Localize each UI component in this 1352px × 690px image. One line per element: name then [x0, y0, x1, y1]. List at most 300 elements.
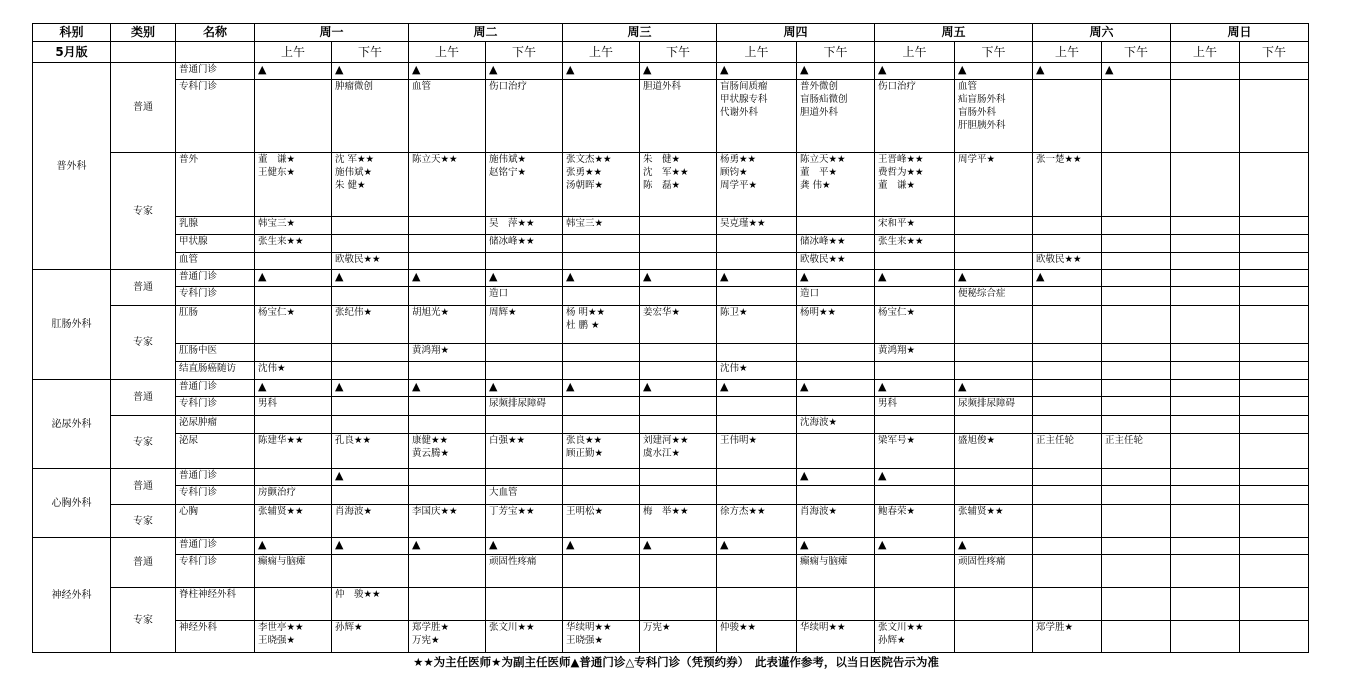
session-cell: [1033, 416, 1102, 434]
session-cell: [797, 397, 875, 416]
session-cell: [1102, 469, 1171, 486]
session-cell: [1240, 469, 1309, 486]
session-cell: 沈伟★: [255, 362, 332, 380]
schedule-row: [33, 287, 1309, 306]
session-cell: [1240, 621, 1309, 653]
session-cell: [255, 621, 332, 653]
day-header: 周四: [717, 24, 875, 42]
session-cell: [1033, 380, 1102, 397]
category-cell: 专家: [111, 153, 176, 270]
session-cell: [1240, 538, 1309, 555]
session-cell: 徐方杰★★: [717, 505, 797, 538]
session-cell: [1102, 538, 1171, 555]
session-cell: 吴克瑾★★: [717, 217, 797, 235]
am-header: 上午: [255, 42, 332, 63]
session-cell: 伤口治疗: [486, 80, 563, 153]
dept-header: 科别: [33, 24, 111, 42]
session-cell: [486, 253, 563, 270]
doctor-line: 胆道外科: [800, 107, 839, 118]
session-cell: [486, 588, 563, 621]
session-cell: [409, 621, 486, 653]
session-cell: [1102, 555, 1171, 588]
clinic-name-cell: 肛肠: [176, 306, 255, 344]
session-cell: [332, 362, 409, 380]
session-cell: [1171, 287, 1240, 306]
session-cell: 周学平★: [955, 153, 1033, 217]
department-cell: 泌尿外科: [33, 380, 111, 469]
session-cell: [1033, 555, 1102, 588]
session-cell: 丁芳宝★★: [486, 505, 563, 538]
session-cell: [717, 344, 797, 362]
session-cell: ▲: [563, 380, 640, 397]
category-cell: 普通: [111, 63, 176, 153]
clinic-name-cell: 脊柱神经外科: [176, 588, 255, 621]
day-header: 周三: [563, 24, 717, 42]
session-cell: [1033, 344, 1102, 362]
session-cell: ▲: [797, 538, 875, 555]
session-cell: [1240, 505, 1309, 538]
schedule-row: [33, 306, 1309, 344]
clinic-name-cell: 普通门诊: [176, 469, 255, 486]
session-cell: [1171, 306, 1240, 344]
session-cell: [1102, 217, 1171, 235]
session-cell: [332, 153, 409, 217]
name-header: 名称: [176, 24, 255, 42]
session-cell: ▲: [332, 380, 409, 397]
session-cell: [640, 397, 717, 416]
session-cell: [563, 344, 640, 362]
session-cell: [332, 416, 409, 434]
session-cell: 胡旭光★: [409, 306, 486, 344]
session-cell: [255, 344, 332, 362]
clinic-name-cell: 专科门诊: [176, 555, 255, 588]
session-cell: [640, 416, 717, 434]
doctor-line: 董 谦★: [878, 180, 916, 191]
am-header: 上午: [409, 42, 486, 63]
session-cell: [1033, 217, 1102, 235]
session-cell: [717, 469, 797, 486]
session-cell: ▲: [875, 63, 955, 80]
session-cell: ▲: [563, 270, 640, 287]
doctor-line: 张勇★★: [566, 167, 603, 178]
pm-header: 下午: [797, 42, 875, 63]
session-cell: ▲: [717, 63, 797, 80]
doctor-line: 肝胆胰外科: [958, 120, 1006, 131]
doctor-line: 康健★★: [412, 435, 449, 446]
category-cell: 普通: [111, 469, 176, 505]
pm-header: 下午: [1240, 42, 1309, 63]
session-cell: [797, 80, 875, 153]
session-cell: 郑学胜★: [1033, 621, 1102, 653]
session-cell: [640, 469, 717, 486]
clinic-name-cell: 泌尿: [176, 434, 255, 469]
header-row-days: [33, 24, 1309, 42]
session-cell: [717, 486, 797, 505]
clinic-name-cell: 普外: [176, 153, 255, 217]
schedule-row: [33, 434, 1309, 469]
session-cell: [1171, 344, 1240, 362]
session-cell: [1102, 270, 1171, 287]
session-cell: ▲: [797, 63, 875, 80]
category-cell: 普通: [111, 380, 176, 416]
session-cell: [486, 153, 563, 217]
category-cell: 专家: [111, 416, 176, 469]
session-cell: 男科: [875, 397, 955, 416]
session-cell: ▲: [797, 469, 875, 486]
session-cell: [563, 397, 640, 416]
session-cell: [955, 469, 1033, 486]
clinic-name-cell: 乳腺: [176, 217, 255, 235]
session-cell: 储冰峰★★: [797, 235, 875, 253]
session-cell: [409, 434, 486, 469]
session-cell: [1102, 380, 1171, 397]
session-cell: 杨宝仁★: [255, 306, 332, 344]
am-header: 上午: [1171, 42, 1240, 63]
clinic-name-cell: 结直肠癌随访: [176, 362, 255, 380]
session-cell: [640, 362, 717, 380]
doctor-line: 沈 军★★: [335, 154, 375, 165]
doctor-line: 郑学胜★: [412, 622, 450, 633]
doctor-line: 黄云腾★: [412, 448, 450, 459]
session-cell: [409, 416, 486, 434]
doctor-line: 王晓强★: [566, 635, 604, 646]
session-cell: 韩宝三★: [255, 217, 332, 235]
session-cell: [1171, 486, 1240, 505]
session-cell: ▲: [332, 270, 409, 287]
doctor-line: 刘建河★★: [643, 435, 689, 446]
category-cell: 专家: [111, 306, 176, 380]
session-cell: [563, 362, 640, 380]
session-cell: [717, 235, 797, 253]
session-cell: 张纪伟★: [332, 306, 409, 344]
session-cell: 肖海波★: [332, 505, 409, 538]
schedule-row: [33, 80, 1309, 153]
session-cell: [255, 153, 332, 217]
session-cell: [875, 362, 955, 380]
session-cell: [717, 588, 797, 621]
session-cell: ▲: [875, 469, 955, 486]
session-cell: 王明松★: [563, 505, 640, 538]
schedule-row: [33, 253, 1309, 270]
session-cell: [486, 362, 563, 380]
session-cell: 孔良★★: [332, 434, 409, 469]
session-cell: [1171, 80, 1240, 153]
session-cell: [797, 153, 875, 217]
session-cell: [1033, 235, 1102, 253]
pm-header: 下午: [486, 42, 563, 63]
legend-note: ★★为主任医师★为副主任医师▲普通门诊△专科门诊（凭预约券） 此表谨作参考，以当日医院告示为准: [413, 655, 939, 669]
session-cell: [1240, 63, 1309, 80]
session-cell: ▲: [955, 538, 1033, 555]
schedule-row: [33, 270, 1309, 287]
session-cell: [640, 153, 717, 217]
session-cell: ▲: [640, 270, 717, 287]
session-cell: [1240, 306, 1309, 344]
schedule-row: [33, 235, 1309, 253]
schedule-row: [33, 588, 1309, 621]
schedule-row: [33, 416, 1309, 434]
session-cell: [640, 555, 717, 588]
doctor-line: 沈 军★★: [643, 167, 689, 178]
clinic-name-cell: 泌尿肿瘤: [176, 416, 255, 434]
session-cell: 造口: [797, 287, 875, 306]
session-cell: 房颤治疗: [255, 486, 332, 505]
doctor-line: 李世亭★★: [258, 622, 304, 633]
session-cell: [1171, 538, 1240, 555]
pm-header: 下午: [640, 42, 717, 63]
session-cell: [1102, 253, 1171, 270]
session-cell: 吴 萍★★: [486, 217, 563, 235]
clinic-schedule-table: [32, 23, 1309, 653]
doctor-line: 费哲为★★: [878, 167, 924, 178]
session-cell: ▲: [875, 270, 955, 287]
session-cell: [955, 362, 1033, 380]
schedule-row: [33, 469, 1309, 486]
session-cell: [409, 253, 486, 270]
doctor-line: 万宪★: [412, 635, 440, 646]
doctor-line: 血管: [958, 81, 978, 92]
session-cell: [797, 362, 875, 380]
doctor-line: 龚 伟★: [800, 180, 831, 191]
session-cell: 顽固性疼痛: [955, 555, 1033, 588]
clinic-name-cell: 普通门诊: [176, 380, 255, 397]
clinic-name-cell: 心胸: [176, 505, 255, 538]
clinic-name-cell: 专科门诊: [176, 486, 255, 505]
session-cell: [255, 287, 332, 306]
schedule-row: [33, 380, 1309, 397]
session-cell: [563, 306, 640, 344]
session-cell: [409, 588, 486, 621]
session-cell: 李国庆★★: [409, 505, 486, 538]
session-cell: [1240, 434, 1309, 469]
session-cell: [1102, 486, 1171, 505]
session-cell: 顽固性疼痛: [486, 555, 563, 588]
session-cell: [255, 416, 332, 434]
session-cell: [1033, 397, 1102, 416]
session-cell: ▲: [332, 538, 409, 555]
session-cell: ▲: [486, 538, 563, 555]
doctor-line: 董 平★: [800, 167, 838, 178]
session-cell: ▲: [1102, 63, 1171, 80]
session-cell: [717, 153, 797, 217]
session-cell: 张辅贤★★: [255, 505, 332, 538]
category-cell: 专家: [111, 588, 176, 653]
schedule-row: [33, 486, 1309, 505]
session-cell: [717, 253, 797, 270]
session-cell: [1102, 344, 1171, 362]
session-cell: [409, 235, 486, 253]
session-cell: [409, 469, 486, 486]
am-header: 上午: [563, 42, 640, 63]
doctor-line: 杨勇★★: [720, 154, 757, 165]
doctor-line: 朱 健★: [335, 180, 366, 191]
session-cell: 杨宝仁★: [875, 306, 955, 344]
department-cell: 肛肠外科: [33, 270, 111, 380]
session-cell: [409, 287, 486, 306]
session-cell: 便秘综合症: [955, 287, 1033, 306]
session-cell: 杨明★★: [797, 306, 875, 344]
schedule-row: [33, 555, 1309, 588]
clinic-name-cell: 普通门诊: [176, 63, 255, 80]
session-cell: [486, 416, 563, 434]
session-cell: [1240, 397, 1309, 416]
session-cell: [563, 588, 640, 621]
session-cell: [1240, 287, 1309, 306]
session-cell: [1102, 416, 1171, 434]
doctor-line: 盲肠疝微创: [800, 94, 848, 105]
session-cell: [409, 397, 486, 416]
session-cell: 姜宏华★: [640, 306, 717, 344]
session-cell: 癫痫与脑瘫: [255, 555, 332, 588]
session-cell: ▲: [409, 538, 486, 555]
session-cell: 周辉★: [486, 306, 563, 344]
session-cell: ▲: [486, 380, 563, 397]
doctor-line: 王晓强★: [258, 635, 296, 646]
session-cell: 仲 骏★★: [332, 588, 409, 621]
session-cell: [955, 253, 1033, 270]
session-cell: [332, 235, 409, 253]
schedule-row: [33, 63, 1309, 80]
session-cell: [640, 253, 717, 270]
session-cell: ▲: [563, 63, 640, 80]
session-cell: [955, 80, 1033, 153]
session-cell: ▲: [332, 469, 409, 486]
session-cell: [332, 344, 409, 362]
session-cell: [1102, 80, 1171, 153]
session-cell: [332, 397, 409, 416]
version-label: 5月版: [33, 42, 111, 63]
session-cell: ▲: [486, 270, 563, 287]
session-cell: [1171, 270, 1240, 287]
session-cell: [332, 217, 409, 235]
doctor-line: 陈立天★★: [800, 154, 846, 165]
session-cell: [1033, 469, 1102, 486]
department-cell: 心胸外科: [33, 469, 111, 538]
session-cell: [1240, 344, 1309, 362]
doctor-line: 朱 健★: [643, 154, 681, 165]
session-cell: [797, 588, 875, 621]
session-cell: [955, 235, 1033, 253]
clinic-name-cell: 肛肠中医: [176, 344, 255, 362]
session-cell: [875, 416, 955, 434]
session-cell: 黄鸿翔★: [409, 344, 486, 362]
doctor-line: 顾正勤★: [566, 448, 604, 459]
session-cell: 宋和平★: [875, 217, 955, 235]
session-cell: 造口: [486, 287, 563, 306]
session-cell: ▲: [332, 63, 409, 80]
session-cell: ▲: [1033, 63, 1102, 80]
day-header: 周日: [1171, 24, 1309, 42]
doctor-line: 周学平★: [720, 180, 758, 191]
session-cell: 张辅贤★★: [955, 505, 1033, 538]
doctor-line: 顾钧★: [720, 167, 748, 178]
session-cell: [1171, 235, 1240, 253]
doctor-line: 盲肠间质瘤: [720, 81, 768, 92]
doctor-line: 虞水江★: [643, 448, 681, 459]
schedule-row: [33, 344, 1309, 362]
session-cell: [1033, 588, 1102, 621]
blank-header-cell: [111, 42, 176, 63]
session-cell: [797, 434, 875, 469]
session-cell: [255, 80, 332, 153]
session-cell: [486, 344, 563, 362]
session-cell: [1102, 621, 1171, 653]
session-cell: [255, 253, 332, 270]
session-cell: [640, 486, 717, 505]
clinic-name-cell: 甲状腺: [176, 235, 255, 253]
schedule-row: [33, 505, 1309, 538]
header-row-sessions: [33, 42, 1309, 63]
session-cell: [1240, 416, 1309, 434]
doctor-line: 董 谦★: [258, 154, 296, 165]
session-cell: 癫痫与脑瘫: [797, 555, 875, 588]
clinic-name-cell: 血管: [176, 253, 255, 270]
session-cell: ▲: [409, 63, 486, 80]
session-cell: ▲: [955, 380, 1033, 397]
session-cell: 正主任轮: [1102, 434, 1171, 469]
am-header: 上午: [875, 42, 955, 63]
session-cell: 孙辉★: [332, 621, 409, 653]
session-cell: 黄鸿翔★: [875, 344, 955, 362]
session-cell: [1240, 153, 1309, 217]
session-cell: [717, 416, 797, 434]
session-cell: ▲: [797, 270, 875, 287]
department-cell: 普外科: [33, 63, 111, 270]
clinic-name-cell: 专科门诊: [176, 287, 255, 306]
session-cell: [563, 235, 640, 253]
session-cell: [875, 253, 955, 270]
session-cell: ▲: [563, 538, 640, 555]
session-cell: [409, 217, 486, 235]
session-cell: [1240, 380, 1309, 397]
session-cell: 盛旭俊★: [955, 434, 1033, 469]
session-cell: 储冰峰★★: [486, 235, 563, 253]
schedule-row: [33, 153, 1309, 217]
session-cell: 尿频排尿障碍: [486, 397, 563, 416]
session-cell: ▲: [955, 63, 1033, 80]
session-cell: [1240, 253, 1309, 270]
session-cell: [717, 397, 797, 416]
session-cell: 鲍春荣★: [875, 505, 955, 538]
session-cell: ▲: [717, 380, 797, 397]
session-cell: [1240, 362, 1309, 380]
session-cell: [955, 416, 1033, 434]
session-cell: [1102, 235, 1171, 253]
session-cell: 伤口治疗: [875, 80, 955, 153]
session-cell: ▲: [717, 270, 797, 287]
session-cell: [955, 217, 1033, 235]
session-cell: 万宪★: [640, 621, 717, 653]
session-cell: 肿瘤微创: [332, 80, 409, 153]
session-cell: [486, 469, 563, 486]
session-cell: 大血管: [486, 486, 563, 505]
session-cell: [409, 486, 486, 505]
session-cell: [1033, 505, 1102, 538]
session-cell: ▲: [409, 270, 486, 287]
session-cell: [563, 555, 640, 588]
schedule-row: [33, 362, 1309, 380]
session-cell: [1102, 588, 1171, 621]
session-cell: [640, 217, 717, 235]
doctor-line: 汤朝晖★: [566, 180, 604, 191]
session-cell: [1033, 362, 1102, 380]
session-cell: [1102, 362, 1171, 380]
doctor-line: 疝盲肠外科: [958, 94, 1006, 105]
session-cell: ▲: [955, 270, 1033, 287]
session-cell: [563, 434, 640, 469]
schedule-sheet: [32, 23, 1309, 653]
session-cell: 张文川★★: [486, 621, 563, 653]
